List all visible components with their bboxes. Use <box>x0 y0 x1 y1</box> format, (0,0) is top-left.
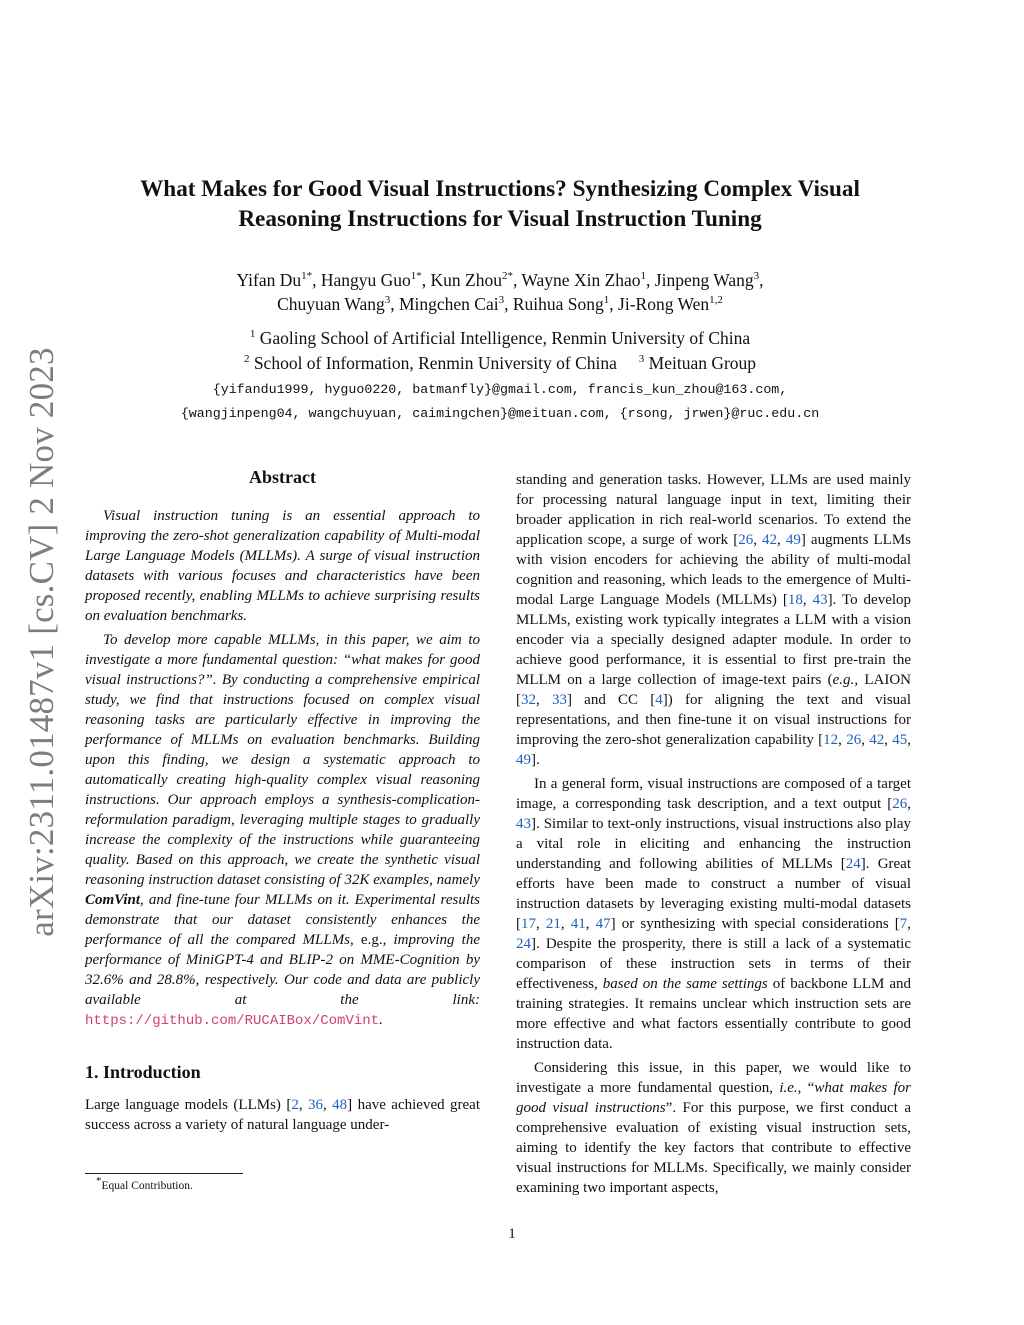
author-list: Yifan $Du^{1*}$, Hangyu Guo$^{1*}$, Kun Zhou$^{2*}$, Wayne Xin Zhao$^1$, Jinpeng Wang$^3$, Chuyuan Wang$^3$, Mingchen Cai$^3$, Ruihua Song$^1$, Ji-Rong Wen$^{1,2}$ <box>236 270 764 314</box>
citation-link[interactable]: 26 <box>846 732 862 748</box>
author-name: Yifan Du <box>236 270 302 290</box>
author-name: Chuyuan Wang <box>277 294 385 314</box>
footnote-mark: * <box>96 1175 102 1188</box>
intro-text: Considering this issue, in this paper, we would like to investigate a more fundamental question, <box>516 1060 911 1096</box>
citation-link[interactable]: 42 <box>869 732 885 748</box>
dataset-name: ComVint <box>85 892 141 908</box>
abstract-paragraph-1: Visual instruction tuning is an essential approach to improving the zero-shot generalization capability of Multi-modal Large Language Models (MLLMs). A surge of visual instruction datasets with various focuses and characteristics have been proposed recently, enabling MLLMs to achieve surprising results on evaluation benchmarks. <box>85 508 480 624</box>
affil-mark: 3 <box>638 353 645 366</box>
citation-link[interactable]: 12 <box>823 732 839 748</box>
intro-text: ]. Similar to text-only instructions, visual instructions also play a vital role in eliciting and enhancing the instruction understanding and following abilities of MLLMs [ <box>516 816 911 872</box>
author-mark: 3 <box>498 294 505 307</box>
author-name: Wayne Xin Zhao <box>521 270 641 290</box>
intro-text: ]. Despite the prosperity, there is still a lack of a systematic comparison of these instruction sets in terms of their effectiveness, <box>516 936 911 992</box>
footnote-text: Equal Contribution. <box>101 1180 193 1192</box>
author-name: Ji-Rong Wen <box>618 294 710 314</box>
author-mark: 2* <box>501 270 513 283</box>
citation-link[interactable]: 43 <box>516 816 531 832</box>
abstract-body <box>85 506 480 1031</box>
author-mark: 1 <box>603 294 610 307</box>
author-mark: 1,2 <box>709 294 723 307</box>
citation-link[interactable]: 48 <box>332 1097 348 1113</box>
citation-link[interactable]: 18 <box>787 592 803 608</box>
author-mark: 1 <box>640 270 647 283</box>
intro-text: based on the same settings <box>602 976 768 992</box>
affil-mark: 1 <box>249 328 256 341</box>
section-heading-introduction: 1. Introduction <box>85 1062 201 1082</box>
intro-text: ]) for aligning the text and visual representations, and then fine-tune it on visual instructions for improving the zero-shot generalization capability [ <box>516 692 911 748</box>
intro-text: ] have achieved great success across a variety of natural language under- <box>85 1097 481 1133</box>
author-mark: 1* <box>410 270 422 283</box>
left-column <box>85 0 480 1135</box>
citation-link[interactable]: 2 <box>291 1097 299 1113</box>
citation-link[interactable]: 45 <box>892 732 908 748</box>
affil-mark: 2 <box>243 353 250 366</box>
intro-text: ] and CC [ <box>566 692 656 708</box>
author-name: Kun Zhou <box>430 270 502 290</box>
right-column <box>516 470 911 1198</box>
author-mark: 3 <box>384 294 391 307</box>
citation-link[interactable]: 26 <box>738 532 754 548</box>
intro-text: of backbone LLM and training strategies. It remains unclear which instruction sets are more effective and what factors essentially contribute to good instruction data. <box>516 976 911 1052</box>
citation-link[interactable]: 42 <box>762 532 778 548</box>
intro-text: , “ <box>797 1080 815 1096</box>
intro-text: ”. For this purpose, we first conduct a comprehensive evaluation of existing visual instruction sets, aiming to identify the key factors that contribute to effective visual instructions for MLLMs. Specifically, we mainly consider examining two important aspects, <box>516 1100 912 1196</box>
intro-text: e.g. <box>832 672 855 688</box>
abstract-paragraph-2 <box>85 630 480 1031</box>
intro-text: standing and generation tasks. However, LLMs are used mainly for processing natural language input in text, limiting their broader application in rich real-world scenarios. To extend the application scope, a surge of work [ <box>516 472 911 548</box>
intro-paragraph-3 <box>516 1058 911 1198</box>
citation-link[interactable]: 32 <box>521 692 536 708</box>
intro-text: ]. <box>531 752 540 768</box>
intro-text: Large language models (LLMs) [ <box>85 1097 292 1113</box>
intro-text: what makes for good visual instructions <box>516 1080 911 1116</box>
citation-link[interactable]: 24 <box>516 936 531 952</box>
citation-link[interactable]: 47 <box>595 916 611 932</box>
intro-text: ] or synthesizing with special considerations [ <box>610 916 900 932</box>
arxiv-side-label: arXiv:2311.01487v1 [cs.CV] 2 Nov 2023 <box>22 347 61 937</box>
intro-text: ] augments LLMs with vision encoders for achieving the ability of multi-modal cognition and reasoning, which leads to the emergence of Multi-modal Large Language Models (MLLMs) [ <box>516 532 911 608</box>
citation-link[interactable]: 33 <box>551 692 567 708</box>
abstract-text: To develop more capable MLLMs, in this paper, we aim to investigate a more fundamental question: “what makes for good visual instructions?”. By conducting a comprehensive empirical study, we find that instructions focused on complex visual reasoning tasks are particularly effective in improving the performance of MLLMs on evaluation benchmarks. Building upon this finding, we design a systematic approach to automatically creating high-quality complex visual reasoning instructions. Our approach employs a synthesis-complication-reformulation paradigm, leveraging multiple stages to gradually increase the complexity of the instructions while guaranteeing quality. Based on this approach, we create the synthetic visual reasoning instruction dataset consisting of 32K examples, namely <box>85 632 480 888</box>
intro-text: ]. Great efforts have been made to construct a number of visual instruction datasets by leveraging existing multi-modal datasets [ <box>516 856 911 932</box>
email-line-1: {yifandu1999, hyguo0220, batmanfly}@gmail.com, francis_kun_zhou@163.com, <box>212 382 788 397</box>
citation-link[interactable]: 43 <box>812 592 828 608</box>
intro-text: , LAION [ <box>516 672 912 708</box>
citation-link[interactable]: 41 <box>570 916 586 932</box>
citation-link[interactable]: 7 <box>899 916 908 932</box>
page-number: 1 <box>508 1226 516 1242</box>
author-name: Hangyu Guo <box>320 270 411 290</box>
citation-link[interactable]: 17 <box>521 916 536 932</box>
intro-paragraph-2: In a general form, visual instructions are composed of a target image, a corresponding task description, and a text output [26, 43]. Similar to text-only instructions, visual instructions also play a vital role in eliciting and enhancing the instruction understanding and following abilities of MLLMs [24]. Great efforts have been made to construct a number of visual instruction datasets by leveraging existing multi-modal datasets [17, 21, 41, 47] or synthesizing with special considerations [7, 24]. Despite the prosperity, there is still a lack of a systematic comparison of these instruction sets in terms of their effectiveness, based on the same settings of backbone LLM and training strategies. It remains unclear which instruction sets are more effective and what factors essentially contribute to good instruction data. <box>516 776 912 1052</box>
intro-text: In a general form, visual instructions are composed of a target image, a corresponding task description, and a text output [ <box>516 776 911 812</box>
abstract-text: , improving the performance of MiniGPT-4 and BLIP-2 on MME-Cognition by 32.6% and 28.8%, respectively. Our code and data are publicly available at the link: <box>85 932 481 1008</box>
author-name: Jinpeng Wang <box>654 270 754 290</box>
author-mark: 1* <box>301 270 313 283</box>
abstract-heading: Abstract <box>249 467 316 487</box>
author-name: Mingchen Cai <box>398 294 499 314</box>
intro-text: i.e. <box>779 1080 798 1096</box>
author-mark: 3 <box>753 270 760 283</box>
abstract-text: e.g. <box>360 932 383 948</box>
affiliation-3: Meituan Group <box>648 353 757 373</box>
citation-link[interactable]: 49 <box>785 532 801 548</box>
code-link[interactable]: https://github.com/RUCAIBox/ComVint <box>85 1013 380 1029</box>
affiliation-2: School of Information, Renmin University of China <box>253 353 617 373</box>
intro-paragraph-1-cont: standing and generation tasks. However, LLMs are used mainly for processing natural language input in text, limiting their broader application in rich real-world scenarios. To extend the application scope, a surge of work [26, 42, 49] augments LLMs with vision encoders for achieving the ability of multi-modal cognition and reasoning, which leads to the emergence of Multi-modal Large Language Models (MLLMs) [18, 43]. To develop MLLMs, existing work typically integrates a LLM with a vision encoder via a specially designed adapter module. In order to achieve good performance, it is essential to first pre-train the MLLM on a large collection of image-text pairs (e.g., LAION [32, 33] and CC [4]) for aligning the text and visual representations, and then fine-tune it on visual instructions for improving the zero-shot generalization capability [12, 26, 42, 45, 49]. <box>516 472 912 768</box>
footnote <box>96 1175 193 1194</box>
intro-text: ]. To develop MLLMs, existing work typically integrates a LLM with a vision encoder via a specially designed adapter module. In order to achieve good performance, it is essential to first pre-train the MLLM on a large collection of image-text pairs ( <box>516 592 912 688</box>
title-line-2: Reasoning Instructions for Visual Instruction Tuning <box>238 206 762 232</box>
affiliation-1: Gaoling School of Artificial Intelligence, Renmin University of China <box>259 328 751 348</box>
citation-link[interactable]: 4 <box>655 692 663 708</box>
intro-paragraph-1: Large language models (LLMs) [2, 36, 48] have achieved great success across a variety of natural language under- <box>85 1097 481 1133</box>
citation-link[interactable]: 24 <box>845 856 861 872</box>
citation-link[interactable]: 36 <box>308 1097 323 1113</box>
citation-link[interactable]: 49 <box>516 752 531 768</box>
footnote-rule <box>85 1173 243 1174</box>
citation-link[interactable]: 21 <box>545 916 561 932</box>
author-name: Ruihua Song <box>512 294 604 314</box>
abstract-text: , and fine-tune four MLLMs on it. Experimental results demonstrate that our dataset consistently enhances the performance of all the compared MLLMs, <box>85 892 480 948</box>
email-line-2: {wangjinpeng04, wangchuyuan, caimingchen}@meituan.com, {rsong, jrwen}@ruc.edu.cn <box>180 406 820 421</box>
abstract-text: . <box>379 1012 383 1028</box>
citation-link[interactable]: 26 <box>892 796 908 812</box>
title-line-1: What Makes for Good Visual Instructions? Synthesizing Complex Visual <box>140 176 860 202</box>
